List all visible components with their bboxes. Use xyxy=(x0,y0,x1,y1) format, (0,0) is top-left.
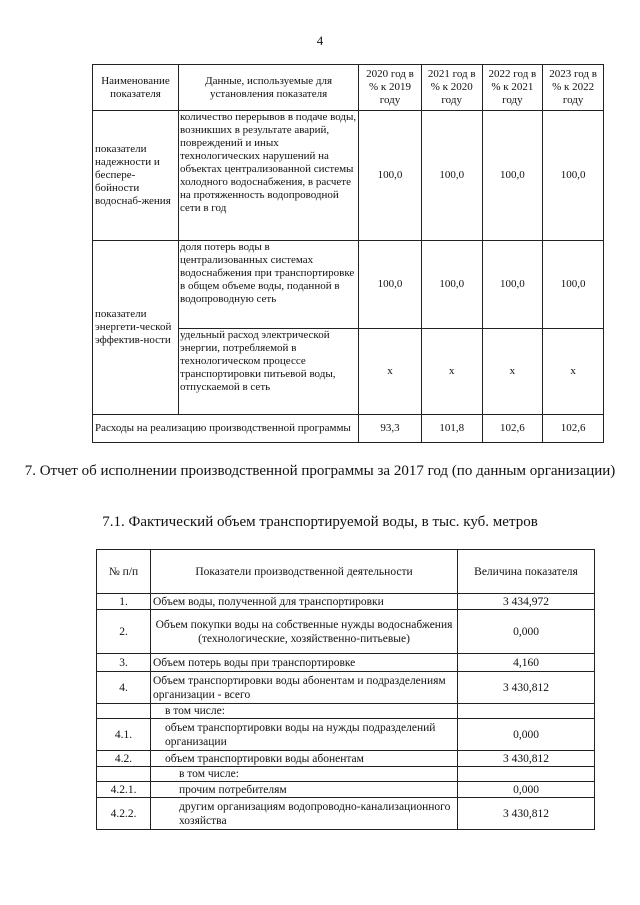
value-cell: 100,0 xyxy=(482,111,543,241)
row-number: 4. xyxy=(97,672,151,704)
row-label: Объем потерь воды при транспортировке xyxy=(151,654,458,672)
value-cell: 100,0 xyxy=(359,241,422,329)
indicators-table xyxy=(92,64,604,443)
header-2020: 2020 год в % к 2019 году xyxy=(359,65,422,111)
table-row xyxy=(97,594,595,610)
row-value: 0,000 xyxy=(458,610,595,654)
row-label: другим организациям водопроводно-канализационного хозяйства xyxy=(151,798,458,830)
header-2021: 2021 год в % к 2020 году xyxy=(421,65,482,111)
interruptions-data: количество перерывов в подаче воды, возникших в результате аварий, повреждений и иных технологических нарушений на объектах централизованной системы холодного водоснабжения, в расчете на протяженность водопроводной сети в год xyxy=(179,111,359,241)
subsection-heading: 7.1. Фактический объем транспортируемой воды, в тыс. куб. метров xyxy=(102,514,538,530)
row-value xyxy=(458,767,595,782)
table-row xyxy=(97,798,595,830)
row-number xyxy=(97,704,151,719)
table-row xyxy=(93,241,604,329)
row-label: Объем покупки воды на собственные нужды водоснабжения (технологические, хозяйственно-питьевые) xyxy=(151,610,458,654)
value-cell: 100,0 xyxy=(482,241,543,329)
row-label: в том числе: xyxy=(151,704,458,719)
table-header-row xyxy=(97,550,595,594)
table-row xyxy=(97,654,595,672)
row-number: 1. xyxy=(97,594,151,610)
value-cell: 100,0 xyxy=(543,241,604,329)
row-label: прочим потребителям xyxy=(151,782,458,798)
value-cell: 101,8 xyxy=(421,415,482,443)
row-value: 3 430,812 xyxy=(458,672,595,704)
table-row xyxy=(97,719,595,751)
row-number xyxy=(97,767,151,782)
row-value: 3 434,972 xyxy=(458,594,595,610)
row-number: 4.2.1. xyxy=(97,782,151,798)
row-value: 3 430,812 xyxy=(458,798,595,830)
value-cell: 100,0 xyxy=(543,111,604,241)
value-cell: 100,0 xyxy=(421,241,482,329)
row-value: 0,000 xyxy=(458,782,595,798)
header-indicators: Показатели производственной деятельности xyxy=(151,550,458,594)
header-2023: 2023 год в % к 2022 году xyxy=(543,65,604,111)
header-2022: 2022 год в % к 2021 году xyxy=(482,65,543,111)
table-row xyxy=(97,782,595,798)
energy-consumption-data: удельный расход электрической энергии, потребляемой в технологическом процессе транспортировки питьевой воды, отпускаемой в сеть xyxy=(179,329,359,415)
page-number: 4 xyxy=(316,33,324,48)
value-cell: х xyxy=(543,329,604,415)
row-label: Объем транспортировки воды абонентам и подразделениям организации - всего xyxy=(151,672,458,704)
row-number: 2. xyxy=(97,610,151,654)
table-row xyxy=(97,767,595,782)
value-cell: х xyxy=(421,329,482,415)
water-loss-data: доля потерь воды в централизованных системах водоснабжения при транспортировке в общем объеме воды, поданной в водопроводную сеть xyxy=(179,241,359,329)
section-heading: 7. Отчет об исполнении производственной программы за 2017 год (по данным организации) xyxy=(24,463,616,479)
value-cell: х xyxy=(359,329,422,415)
table-header-row xyxy=(93,65,604,111)
value-cell: х xyxy=(482,329,543,415)
row-value xyxy=(458,704,595,719)
table-row xyxy=(93,111,604,241)
header-value: Величина показателя xyxy=(458,550,595,594)
header-indicator-name: Наименование показателя xyxy=(93,65,179,111)
row-value: 0,000 xyxy=(458,719,595,751)
value-cell: 93,3 xyxy=(359,415,422,443)
header-data-used: Данные, используемые для установления показателя xyxy=(179,65,359,111)
row-label: Объем воды, полученной для транспортировки xyxy=(151,594,458,610)
table-row xyxy=(97,610,595,654)
table-row xyxy=(97,751,595,767)
value-cell: 100,0 xyxy=(421,111,482,241)
header-number: № п/п xyxy=(97,550,151,594)
row-value: 3 430,812 xyxy=(458,751,595,767)
row-label: объем транспортировки воды абонентам xyxy=(151,751,458,767)
row-number: 4.2. xyxy=(97,751,151,767)
value-cell: 102,6 xyxy=(543,415,604,443)
table-row xyxy=(97,672,595,704)
value-cell: 100,0 xyxy=(359,111,422,241)
table-row xyxy=(93,415,604,443)
row-label: в том числе: xyxy=(151,767,458,782)
value-cell: 102,6 xyxy=(482,415,543,443)
energy-efficiency-indicator-name: показатели энергети-ческой эффектив-ности xyxy=(93,241,179,415)
row-number: 4.1. xyxy=(97,719,151,751)
program-expenses-label: Расходы на реализацию производственной программы xyxy=(93,415,359,443)
table-row xyxy=(97,704,595,719)
row-value: 4,160 xyxy=(458,654,595,672)
reliability-indicator-name: показатели надежности и беспере-бойности водоснаб-жения xyxy=(93,111,179,241)
row-label: объем транспортировки воды на нужды подразделений организации xyxy=(151,719,458,751)
row-number: 4.2.2. xyxy=(97,798,151,830)
water-volume-table xyxy=(96,549,595,830)
row-number: 3. xyxy=(97,654,151,672)
